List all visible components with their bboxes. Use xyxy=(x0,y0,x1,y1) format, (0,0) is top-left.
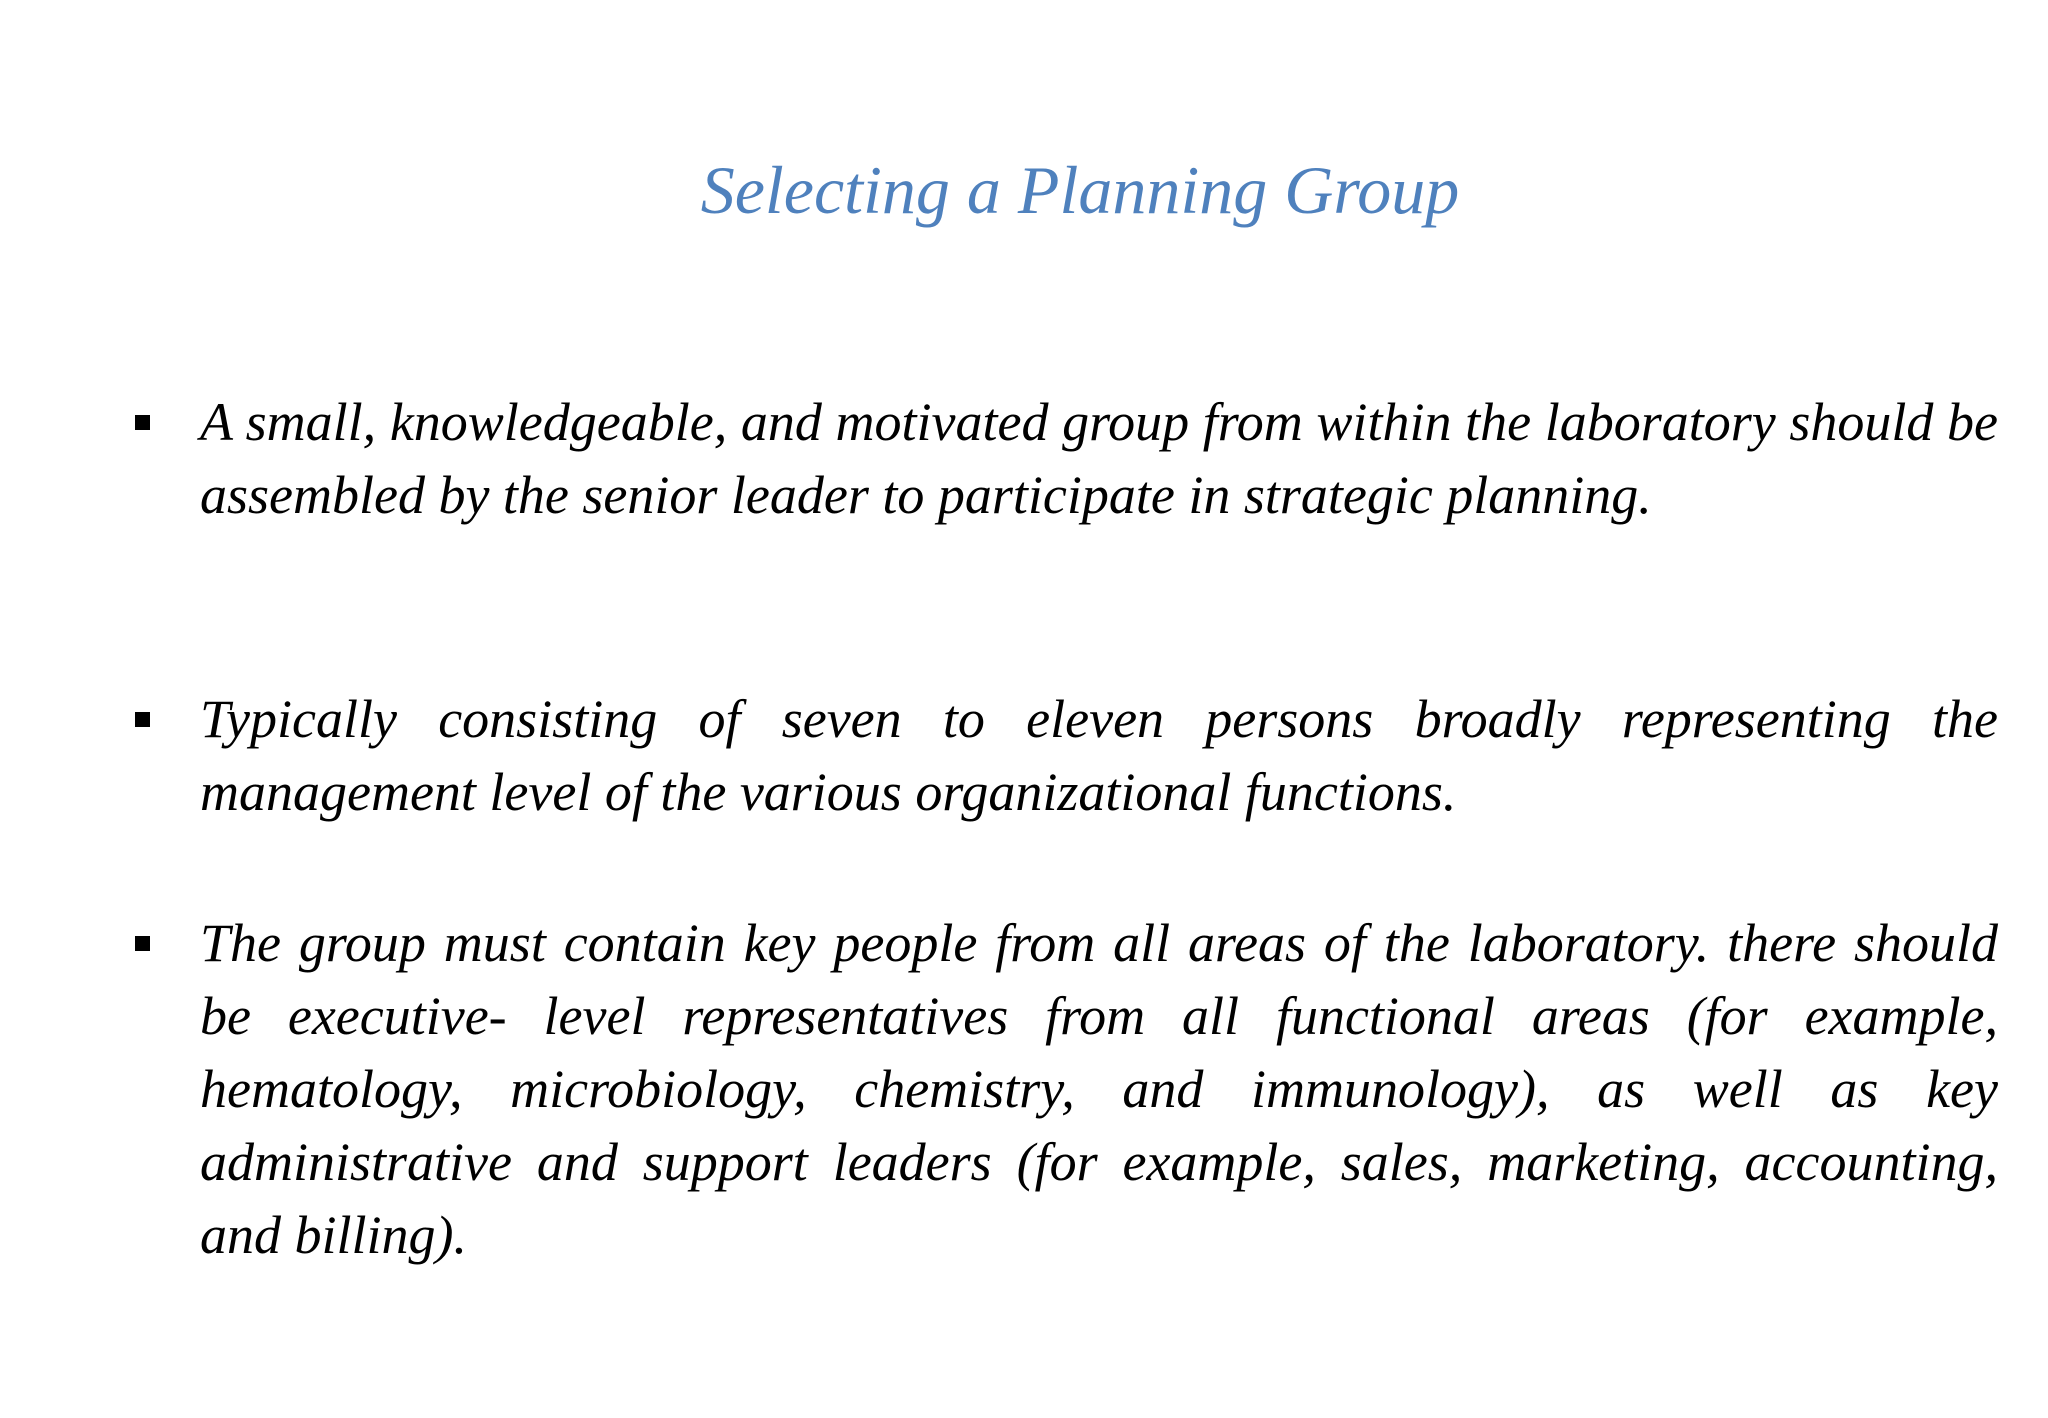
slide-title: Selecting a Planning Group xyxy=(700,152,1460,228)
bullet-item xyxy=(200,907,1998,1272)
bullet-item xyxy=(200,683,1998,829)
bullet-text: The group must contain key people from all areas of the laboratory. there should be executive- level representatives from all functional areas (for example, hematology, microbiology, chemistry, and immunology), as well as key administrative and support leaders (for example, sales, marketing, accounting, and billing). xyxy=(200,913,1998,1265)
square-bullet-icon xyxy=(135,415,150,430)
bullet-item xyxy=(200,386,1998,532)
bullet-text: Typically consisting of seven to eleven persons broadly representing the management level of the various organizational functions. xyxy=(200,689,1998,822)
bullet-text: A small, knowledgeable, and motivated group from within the laboratory should be assembled by the senior leader to participate in strategic planning. xyxy=(200,392,1998,525)
square-bullet-icon xyxy=(135,712,150,727)
square-bullet-icon xyxy=(135,936,150,951)
